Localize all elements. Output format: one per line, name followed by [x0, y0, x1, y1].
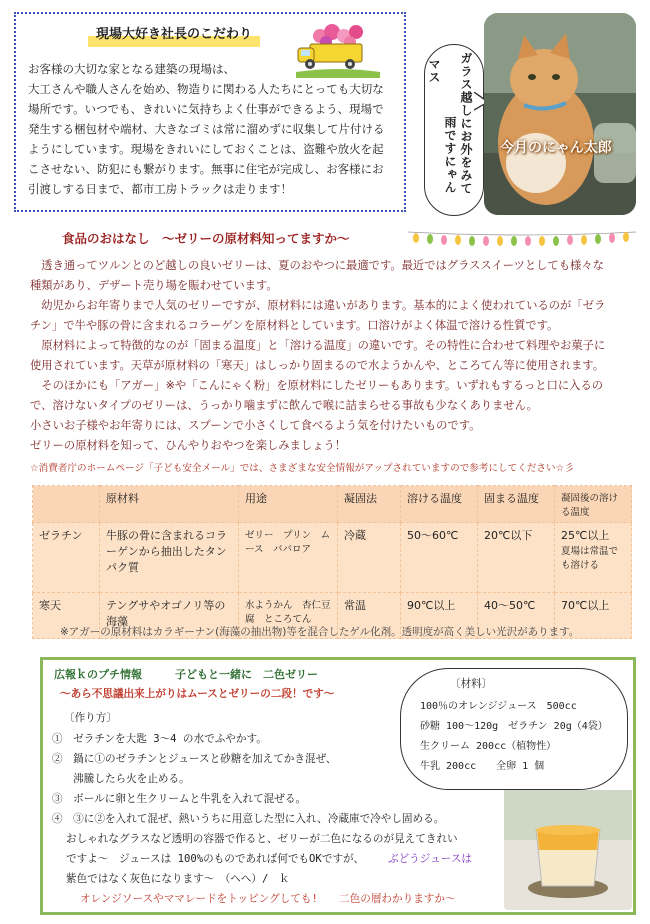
food-text-line: チン」で牛や豚の骨に含まれるコラーゲンを原材料としています。口溶けがよく体温で溶ける性質です。 — [30, 319, 559, 332]
table-cell: 寒天 — [33, 593, 100, 639]
agar-note: ※アガーの原材料はカラギーナン(海藻の抽出物)等を混合したゲル化剤。透明度が高く美しい光沢があります。 — [60, 626, 580, 638]
table-cell: 20℃以下 — [478, 523, 555, 593]
president-text-line: 引渡しする日まで、都市工房トラックは走ります！ — [28, 182, 293, 196]
table-cell: ゼリー プリン ムース ババロア — [239, 523, 338, 593]
recipe-tip: ですよ～ ジュースは 100%のものであれば何でもOKですが、 — [66, 853, 365, 865]
president-text-line: 大工さんや職人さんを始め、物造りに関わる人たちにとっても大切な — [28, 82, 384, 96]
jelly-comparison-table — [32, 485, 632, 639]
recipe-step: ③ ボールに卵と生クリームと牛乳を入れて混ぜる。 — [52, 793, 307, 805]
recipe-tip: おしゃれなグラスなど透明の容器で作ると、ゼリーが二色になるのが見えてきれい — [66, 833, 458, 845]
president-text-line: ようにしています。現場をきれいにしておくことは、盗難や放火を起 — [28, 142, 384, 156]
recipe-step: ① ゼラチンを大匙 3～4 の水でふやかす。 — [52, 733, 267, 745]
table-cell: 40～50℃ — [478, 593, 555, 639]
table-cell: 90℃以上 — [401, 593, 478, 639]
recipe-step: 沸騰したら火を止める。 — [52, 773, 190, 785]
ingredient-line: 生クリーム 200cc（植物性） — [420, 741, 557, 752]
table-header-cell: 溶ける温度 — [401, 486, 478, 523]
recipe-step: ④ ③に②を入れて混ぜ、熱いうちに用意した型に入れ、冷蔵庫で冷やし固める。 — [52, 813, 445, 825]
recipe-tip-grape: ぶどうジュースは — [388, 853, 473, 865]
table-header-cell: 凝固後の溶ける温度 — [555, 486, 632, 523]
recipe-tip: 紫色ではなく灰色になります～ （ヘヘ）/ ｋ — [66, 873, 290, 885]
ingredient-line: 100％のオレンジジュース 500cc — [420, 701, 577, 712]
president-text-line: 場所です。いつでも、きれいに気持ちよく仕事ができるよう、現場で — [28, 102, 384, 116]
bubble-text-col-2: 雨ですにゃん — [443, 116, 457, 194]
table-cell: テングサやオゴノリ等の海藻 — [100, 593, 239, 639]
ingredient-line: 牛乳 200cc 全卵 1 個 — [420, 761, 545, 772]
food-text-line: で、溶けないタイプのゼリーは、うっかり噛まずに飲んで喉に詰まらせる事故も少なくありません。 — [30, 399, 538, 412]
table-row — [33, 523, 632, 593]
president-text-line: こさせない、防犯にも繋がります。無事に住宅が完成し、お客様にお — [28, 162, 384, 176]
table-header-cell: 用途 — [239, 486, 338, 523]
cat-caption: 今月のにゃん太郎 — [500, 140, 612, 156]
table-cell: 冷蔵 — [338, 523, 401, 593]
table-cell — [555, 523, 632, 593]
table-header-cell: 凝固法 — [338, 486, 401, 523]
food-text-line: 幼児からお年寄りまで人気のゼリーですが、原材料には違いがあります。基本的によく使われているのが「ゼラ — [30, 299, 606, 312]
cat-photo — [484, 13, 636, 215]
table-cell: 70℃以上 — [555, 593, 632, 639]
recipe-step: ② 鍋に①のゼラチンとジュースと砂糖を加えてかき混ぜ、 — [52, 753, 337, 765]
recipe-tip: オレンジソースやママレードをトッピングしても! 二色の層わかりますか～ — [80, 893, 456, 905]
table-cell: 50～60℃ — [401, 523, 478, 593]
flower-truck-icon — [296, 22, 380, 78]
recipe-heading: 広報ｋのプチ情報 子どもと一緒に 二色ゼリー — [54, 668, 318, 681]
jelly-dessert-photo — [504, 790, 632, 910]
recipe-steps-label: 〔作り方〕 — [64, 712, 117, 724]
table-cell: 常温 — [338, 593, 401, 639]
table-cell-note: 夏場は常温でも溶ける — [561, 546, 619, 571]
table-header-row — [33, 486, 632, 523]
food-text-line: 種類があり、デザート売り場を賑わせています。 — [30, 279, 278, 292]
bubble-text-col-3: マス — [427, 58, 441, 84]
table-cell: 水ようかん 杏仁豆腐 ところてん — [239, 593, 338, 639]
food-text-line: 透き通ってツルンとのど越しの良いゼリーは、夏のおやつに最適です。最近ではグラススイーツとしても様々な — [30, 259, 604, 272]
consumer-agency-note: ☆消費者庁のホームページ「子ども安全メール」では、さまざまな安全情報がアップされていますので参考にしてください☆彡 — [30, 463, 574, 474]
food-text-line: 原材料によって特徴的なのが「固まる温度」と「溶ける温度」の違いです。その特性に合わせて料理やお菓子に — [30, 339, 606, 352]
recipe-subheading: ～あら不思議出来上がりはムースとゼリーの二段！です～ — [60, 688, 335, 700]
food-text-line: 使用されています。天草が原材料の「寒天」はしっかり固まるので水ようかんや、ところてん等に使用されます。 — [30, 359, 604, 372]
ingredient-line: 砂糖 100～120g ゼラチン 20g（4袋） — [420, 721, 608, 732]
table-header-cell: 固まる温度 — [478, 486, 555, 523]
president-text-line: お客様の大切な家となる建築の現場は、 — [28, 62, 235, 76]
table-cell: 牛豚の骨に含まれるコラーゲンから抽出したタンパク質 — [100, 523, 239, 593]
garland-icon — [408, 228, 636, 246]
food-section-title: 食品のおはなし ～ゼリーの原材料知ってますか～ — [62, 231, 350, 246]
table-header-cell — [33, 486, 100, 523]
ingredients-label: 〔材料〕 — [450, 678, 493, 690]
table-header-cell: 原材料 — [100, 486, 239, 523]
food-text-line: 小さいお子様やお年寄りには、スプーンで小さくして食べるよう気を付けたいものです。 — [30, 419, 481, 432]
table-cell: ゼラチン — [33, 523, 100, 593]
president-title: 現場大好き社長のこだわり — [88, 23, 260, 47]
table-cell-value: 25℃以上 — [561, 529, 610, 542]
food-text-line: そのほかにも「アガー」※や「こんにゃく粉」を原材料にしたゼリーもあります。いずれもするっと口に入るの — [30, 379, 604, 392]
bubble-text-col-1: ガラス越しにお外をみて — [459, 52, 473, 195]
food-text-line: ゼリーの原材料を知って、ひんやりおやつを楽しみましょう！ — [30, 439, 347, 452]
president-text-line: 発生する梱包材や端材、大きなゴミは常に溜めずに収集して片付ける — [28, 122, 385, 136]
